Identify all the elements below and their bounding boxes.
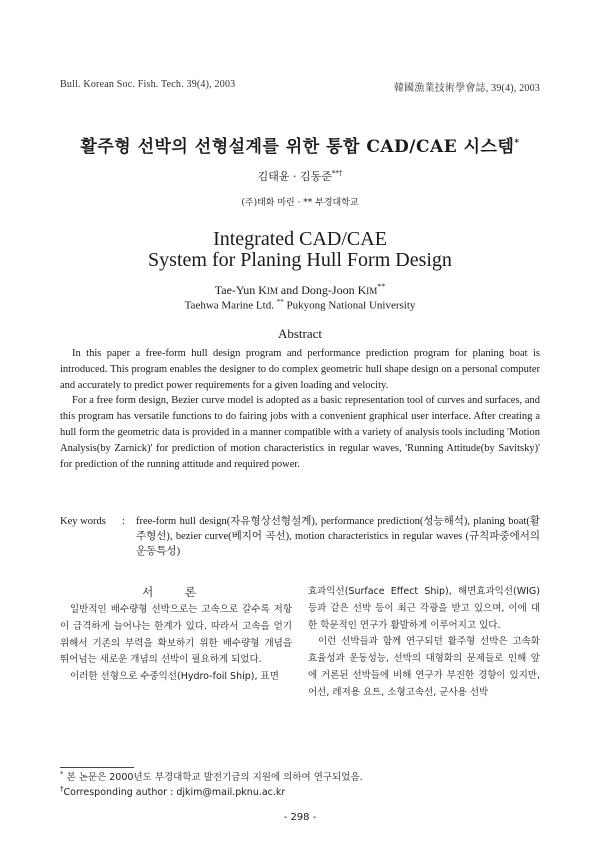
keywords-text: free-form hull design(자유형상선형설계), performance prediction(성능해석), planing boat(활주형선), bezier curve(베지어 곡선), motion characteristics in regular waves (규칙파중에서의 운동특성) — [136, 516, 540, 557]
affil-en-2: Pukyong National University — [286, 299, 416, 312]
abstract-heading: Abstract — [277, 326, 323, 341]
body-column-right — [308, 584, 540, 702]
body-column-left — [60, 602, 292, 686]
affil-en-1: Taehwa Marine Ltd. — [184, 299, 277, 312]
keywords-block — [60, 514, 540, 559]
author-en-2-smallcaps: IM — [366, 286, 378, 296]
abstract-body — [60, 346, 540, 472]
korean-title-mark: * — [514, 138, 520, 149]
author-en-mark: ** — [377, 282, 386, 291]
english-title — [0, 229, 600, 271]
author-ko-separator: · — [289, 170, 300, 183]
journal-header-right: 韓國漁業技術學會誌, 39(4), 2003 — [393, 83, 540, 94]
section-heading-introduction: 서 론 — [142, 585, 210, 599]
english-authors — [0, 282, 600, 298]
english-affiliation — [0, 298, 600, 312]
affil-en-mark: ** — [276, 298, 284, 306]
body-right-paragraph-2: 이런 선박들과 함께 연구되던 활주형 선박은 고속화 효율성과 운동성능, 선박의 대형화의 문제들로 인해 앞에 거론된 선박들에 비해 연구가 부진한 경향이 있지만, 어선, 레저용 요트, 소형고속선, 군사용 선박 — [308, 636, 540, 698]
english-title-line2: System for Planing Hull Form Design — [148, 249, 452, 271]
footnote-funding — [60, 769, 363, 783]
abstract-paragraph-1: In this paper a free-form hull design program and performance prediction program for planing boat is introduced. This program enables the designer to do complex geometric hull shape design on a personal computer and accurately to predict power requirements for a given loading and velocity. — [60, 348, 540, 391]
author-ko-mark: **† — [331, 169, 343, 178]
body-left-paragraph-1: 일반적인 배수량형 선박으로는 고속으로 갈수록 저항이 급격하게 늘어나는 한계가 있다. 따라서 고속을 얻기 위해서 기존의 부력을 확보하기 위한 배수량형 개념을 뛰어넘는 새로운 개념의 선박이 필요하게 되었다. — [60, 604, 292, 666]
korean-title — [0, 132, 600, 157]
page-number: - 298 - — [283, 812, 317, 823]
footnote-funding-mark: * — [60, 769, 64, 778]
author-en-and: and Dong-Joon K — [277, 283, 367, 297]
footnote-divider — [60, 767, 134, 768]
journal-header-left: Bull. Korean Soc. Fish. Tech. 39(4), 2003 — [60, 79, 236, 90]
body-right-paragraph-1: 효과익선(Surface Effect Ship), 해면효과익선(WIG) 등과 같은 선박 등이 최근 각광을 받고 있으며, 이에 대한 학문적인 연구가 활발하게 이루어지고 있다. — [308, 586, 540, 631]
abstract-paragraph-2: For a free form design, Bezier curve model is adopted as a basic representation tool of curves and surfaces, and this program has versatile functions to do fairing jobs with a convenient graphical user interface. After creating a hull form the geometric data is provided in a manner compatible with a variety of analysis tools including 'Motion Analysis(by Zarnick)' for prediction of motion characteristics in regular waves, 'Running Attitude(by Savitsky)' for prediction of the running attitude and required power. — [60, 395, 540, 470]
footnote-corresponding-mark: † — [60, 785, 64, 793]
keywords-label: Key words — [60, 516, 106, 527]
korean-authors — [0, 168, 600, 184]
author-en-1-smallcaps: IM — [266, 286, 278, 296]
footnote-funding-text: 본 논문은 2000년도 부경대학교 발전기금의 지원에 의하여 연구되었음. — [63, 772, 363, 783]
korean-affiliation: (주)태화 마린 · ** 부경대학교 — [241, 198, 359, 208]
keywords-colon: : — [122, 516, 125, 527]
author-en-1: Tae-Yun K — [214, 283, 267, 297]
footnote-corresponding — [60, 785, 285, 798]
footnote-corresponding-text: Corresponding author : djkim@mail.pknu.ac.kr — [63, 787, 286, 799]
body-left-paragraph-2: 이러한 선형으로 수중익선(Hydro-foil Ship), 표면 — [70, 671, 279, 683]
author-ko-1: 김태윤 — [257, 170, 290, 183]
english-title-line1: Integrated CAD/CAE — [213, 228, 387, 250]
author-ko-2: 김동준 — [300, 170, 332, 183]
korean-title-text: 활주형 선박의 선형설계를 위한 통합 CAD/CAE 시스템 — [80, 137, 515, 157]
